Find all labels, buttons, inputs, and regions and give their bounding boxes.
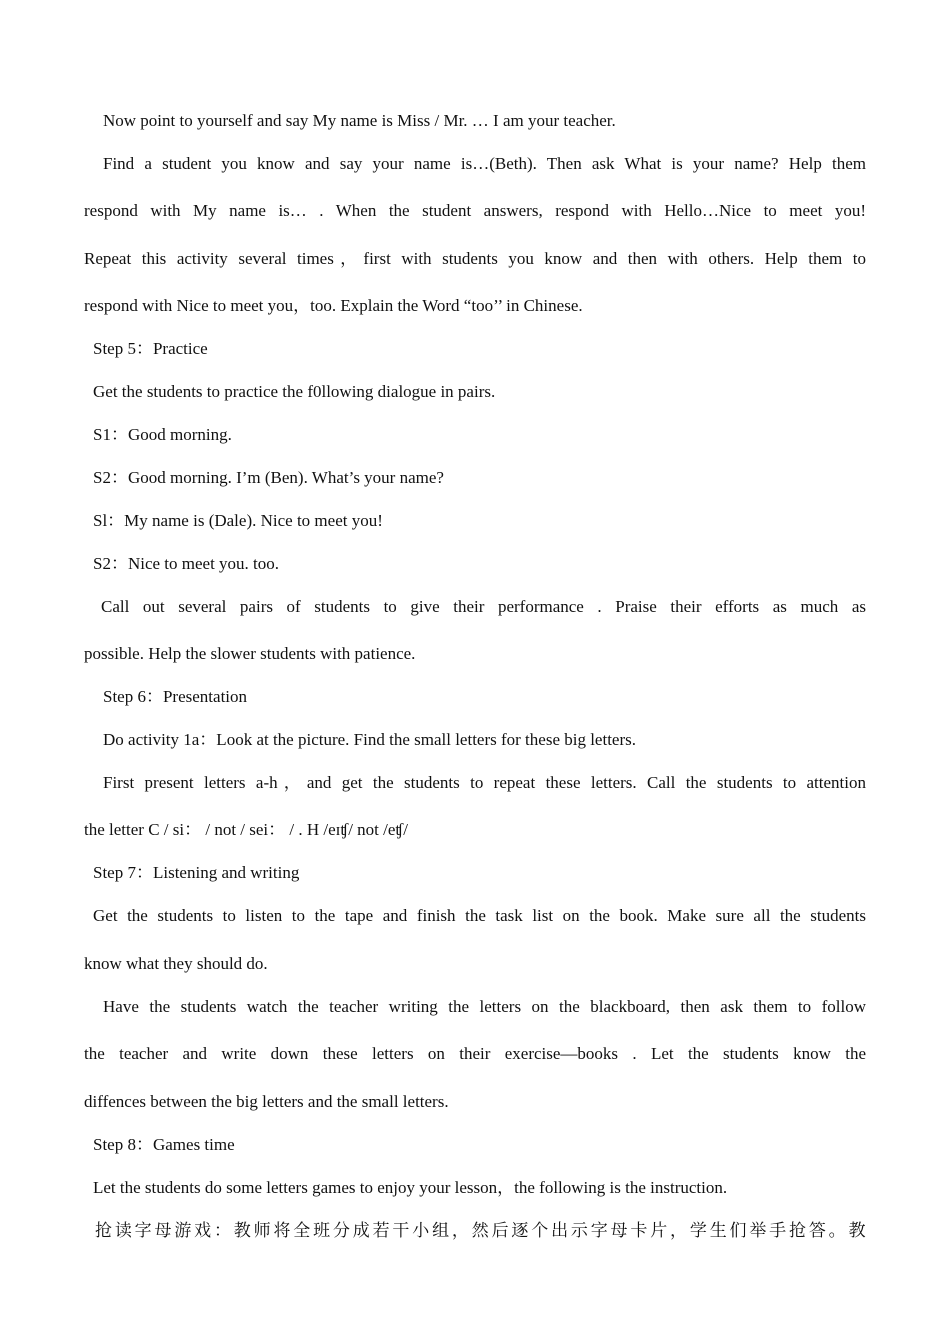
dialogue-line: S2：Nice to meet you. too.	[93, 554, 280, 573]
phonetic-line: the letter C / si： / not / sei： / . H /eɪʧ/ not /eʧ/	[84, 820, 408, 839]
step-heading: Step 5：Practice	[93, 339, 208, 358]
paragraph-line: Repeat this activity several times，first with students you know and then with others. Help them to	[84, 249, 866, 268]
chinese-paragraph-line: 抢读字母游戏：教师将全班分成若干小组，然后逐个出示字母卡片，学生们举手抢答。教	[95, 1221, 866, 1241]
paragraph-line: First present letters a-h，and get the students to repeat these letters. Call the students to attention	[103, 773, 866, 792]
paragraph-line: Call out several pairs of students to give their performance . Praise their efforts as much as	[101, 597, 866, 616]
step-heading: Step 8：Games time	[93, 1135, 235, 1154]
paragraph-line: Do activity 1a：Look at the picture. Find the small letters for these big letters.	[103, 730, 637, 749]
paragraph-line: respond with My name is… . When the student answers, respond with Hello…Nice to meet you!	[84, 201, 866, 220]
paragraph-line: Have the students watch the teacher writing the letters on the blackboard, then ask them to follow	[103, 997, 866, 1016]
dialogue-line: Sl：My name is (Dale). Nice to meet you!	[93, 511, 383, 530]
paragraph-line: Get the students to listen to the tape and finish the task list on the book. Make sure all the students	[93, 906, 866, 925]
paragraph-line: know what they should do.	[84, 954, 268, 973]
paragraph-line: Get the students to practice the f0llowing dialogue in pairs.	[93, 382, 496, 401]
step-heading: Step 6：Presentation	[103, 687, 248, 706]
paragraph-line: Let the students do some letters games to enjoy your lesson，the following is the instruction.	[93, 1178, 728, 1197]
paragraph-line: the teacher and write down these letters on their exercise—books . Let the students know the	[84, 1044, 866, 1063]
paragraph-line: Find a student you know and say your name is…(Beth). Then ask What is your name? Help them	[103, 154, 866, 173]
paragraph-line: diffences between the big letters and the small letters.	[84, 1092, 449, 1111]
dialogue-line: S1：Good morning.	[93, 425, 232, 444]
dialogue-line: S2：Good morning. I’m (Ben). What’s your name?	[93, 468, 444, 487]
paragraph-line: Now point to yourself and say My name is Miss / Mr. … I am your teacher.	[103, 111, 616, 130]
paragraph-line: possible. Help the slower students with patience.	[84, 644, 416, 663]
step-heading: Step 7：Listening and writing	[93, 863, 300, 882]
paragraph-line: respond with Nice to meet you，too. Explain the Word “too’’ in Chinese.	[84, 296, 583, 315]
